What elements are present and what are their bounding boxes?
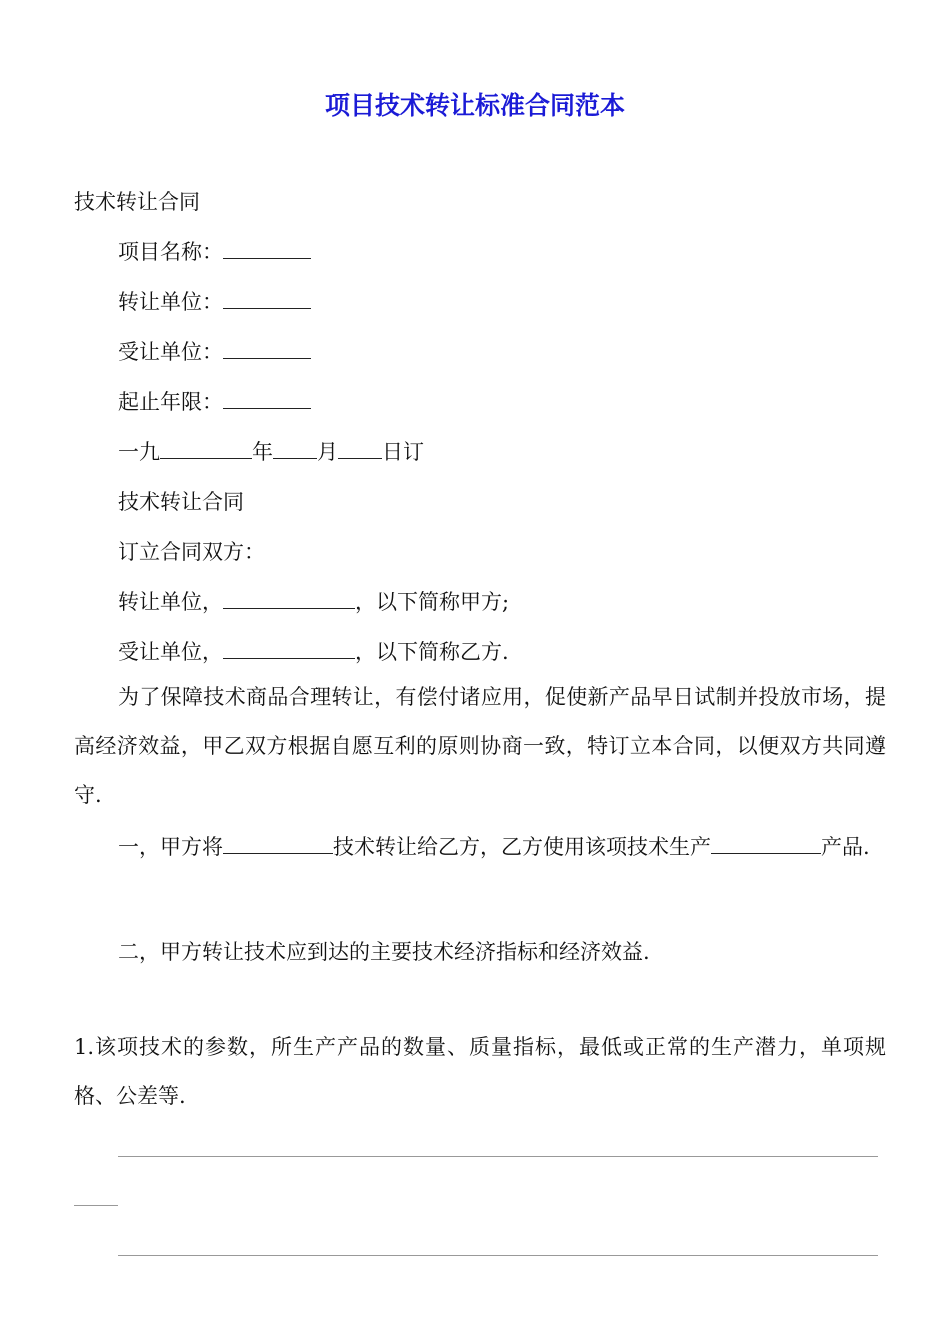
project-name-field	[118, 236, 311, 266]
fill-in-line-1	[118, 1156, 878, 1157]
transferee-blank	[223, 340, 311, 359]
product-blank	[711, 835, 821, 854]
clause-1-part2: 技术转让给乙方，乙方使用该项技术生产	[333, 835, 711, 859]
period-label: 起止年限：	[118, 390, 223, 414]
month-label: 月	[317, 440, 338, 464]
party-b-label: 受让单位，	[118, 640, 223, 664]
clause-1-part1: 一，甲方将	[118, 835, 223, 859]
clause-2: 二，甲方转让技术应到达的主要技术经济指标和经济效益.	[118, 940, 650, 964]
transferor-label: 转让单位：	[118, 290, 223, 314]
transferee-label: 受让单位：	[118, 340, 223, 364]
clause-1-paragraph	[74, 823, 886, 872]
fill-in-line-1-continuation	[74, 1205, 118, 1206]
year-blank	[160, 440, 252, 459]
party-a-label: 转让单位，	[118, 590, 223, 614]
fill-in-line-2	[118, 1255, 878, 1256]
transferor-blank	[223, 290, 311, 309]
parties-label: 订立合同双方：	[118, 540, 265, 564]
party-b-line	[118, 636, 509, 666]
party-b-suffix: ，以下简称乙方.	[355, 640, 509, 664]
date-prefix: 一九	[118, 440, 160, 464]
party-a-suffix: ，以下简称甲方;	[355, 590, 510, 614]
project-name-label: 项目名称：	[118, 240, 223, 264]
party-a-blank	[223, 590, 355, 609]
period-field	[118, 386, 311, 416]
preamble-paragraph: 为了保障技术商品合理转让，有偿付诸应用，促使新产品早日试制并投放市场，提高经济效益，甲乙双方根据自愿互利的原则协商一致，特订立本合同，以便双方共同遵守.	[74, 685, 886, 807]
period-blank	[223, 390, 311, 409]
date-line	[118, 436, 424, 466]
document-title: 项目技术转让标准合同范本	[324, 91, 625, 120]
contract-heading: 技术转让合同	[74, 190, 200, 214]
party-b-blank	[223, 640, 355, 659]
transferor-field	[118, 286, 311, 316]
day-label: 日订	[382, 440, 424, 464]
party-a-line	[118, 586, 509, 616]
month-blank	[273, 440, 317, 459]
contract-title: 技术转让合同	[118, 490, 244, 514]
year-label: 年	[252, 440, 273, 464]
technology-blank	[223, 835, 333, 854]
transferee-field	[118, 336, 311, 366]
day-blank	[338, 440, 382, 459]
project-name-blank	[223, 240, 311, 259]
clause-1-part3: 产品.	[821, 835, 870, 859]
item-1-paragraph: 1.该项技术的参数，所生产产品的数量、质量指标，最低或正常的生产潜力，单项规格、公差等.	[74, 1035, 886, 1108]
